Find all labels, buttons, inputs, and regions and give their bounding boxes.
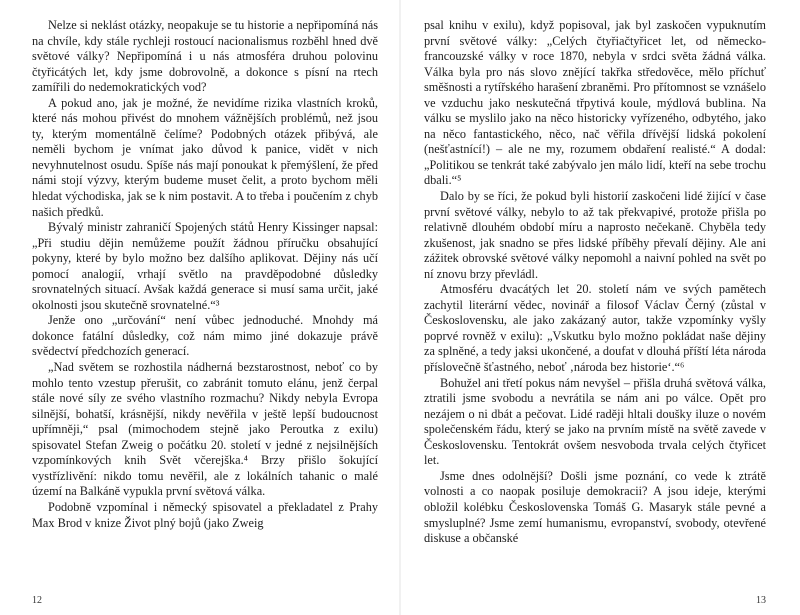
- paragraph: Jsme dnes odolnější? Došli jsme poznání, co vede k ztrátě volnosti a co naopak posiluje demokracii? A jsou ideje, kterými obložil kolébku Československa Tomáš G. Masaryk stále pevné a smysluplné? Jsme zemí humanismu, evropanství, svobody, otevřené diskuse a občanské: [424, 468, 766, 546]
- paragraph: Bývalý ministr zahraničí Spojených států Henry Kissinger napsal: „Při studiu dějin nemůžeme použít žádnou příručku obsahující pokyny, které by bylo možno bez dalšího aplikovat. Dějiny nás učí pomocí analogií, vrhají světlo na pravděpodobné důsledky srovnatelných situací. Avšak každá generace si musí sama určit, jaké okolnosti jsou skutečně srovnatelné.“³: [32, 220, 378, 312]
- page-number-right: 13: [756, 595, 766, 606]
- page-number-left: 12: [32, 595, 42, 606]
- left-page-text: [32, 18, 378, 531]
- paragraph: „Nad světem se rozhostila nádherná bezstarostnost, neboť co by mohlo tento vzestup přerušit, co zabránit tomuto elánu, jenž čerpal stále nové síly ze svého vlastního rozmachu? Nikdy nebyla Evropa silnější, bohatší, krásnější, nikdy nevěřila v ještě lepší budoucnost upřímněji,“ psal (mimochodem stejně jako Peroutka z exilu) spisovatel Stefan Zweig o počátku 20. století v jedné z nejsilnějších vzpomínkových knih Svět včerejška.⁴ Brzy přišlo šokující vystřízlivění: nikdo tomu nevěřil, ale z lokálních tahanic o malé území na Balkáně vypukla první světová válka.: [32, 360, 378, 499]
- paragraph: Jenže ono „určování“ není vůbec jednoduché. Mnohdy má dokonce fatální důsledky, což nám mimo jiné dokazuje právě svědectví předchozích generací.: [32, 313, 378, 359]
- paragraph: A pokud ano, jak je možné, že nevidíme rizika vlastních kroků, které nás mohou přivést do mnohem vážnějších problémů, než jsou ty, kterým momentálně čelíme? Podobných otázek přibývá, ale neměli bychom je vnímat jako důvod k panice, vidět v nich nevyhnutelnost osudu. Spíše nás mají ponoukat k přemýšlení, že před námi stojí výzvy, kterým budeme muset čelit, a proto bychom měli hledat východiska, jak se k nim postavit. A to třeba i poučením z chyb našich předků.: [32, 95, 378, 219]
- paragraph: Atmosféru dvacátých let 20. století nám ve svých pamětech zachytil literární vědec, novinář a filosof Václav Černý (zůstal v Československu, ale jako zakázaný autor, takže vzpomínky vyšly poprvé rovněž v exilu): „Vskutku bylo možno pokládat naše dějiny za splněné, a tedy jaksi ukončené, a doufat v dlouhá příští léta národa příslovečně šťastného, neboť ‚národa bez historie‘.“⁶: [424, 282, 766, 375]
- paragraph: Nelze si neklást otázky, neopakuje se tu historie a nepřipomíná nás na chvíle, kdy stále rychleji rostoucí nacionalismus rozběhl hned dvě světové války? Nepřipomíná i u nás atmosféra druhou polovinu čtyřicátých let, kdy jsme dobrovolně, a dokonce s písní na rtech zamířili do nedemokratických vod?: [32, 18, 378, 95]
- right-page-text: [424, 18, 766, 547]
- right-page: [400, 0, 800, 615]
- paragraph: Bohužel ani třetí pokus nám nevyšel – přišla druhá světová válka, ztratili jsme svobodu a nevrátila se nám ani po válce. Opět pro nezájem o ni dbát a pečovat. Lidé raději hltali doušky iluze o novém společenském řádu, který se jako na prvním místě na světě zavede v Československu. Tentokrát ovšem nesvoboda trvala celých čtyřicet let.: [424, 375, 766, 468]
- paragraph: Podobně vzpomínal i německý spisovatel a překladatel z Prahy Max Brod v knize Život plný bojů (jako Zweig: [32, 499, 378, 530]
- paragraph: Dalo by se říci, že pokud byli historií zaskočeni lidé žijící v čase první světové války, nebylo to až tak překvapivé, protože přišla po relativně dlouhém období míru a naprosto nečekaně. Chyběla tedy zkušenost, jak snadno se přes lidské příběhy převalí dějiny. Ale ani zážitek obrovské světové války nepomohl a naivní pohled na svět po ní znovu brzy převládl.: [424, 189, 766, 281]
- paragraph: psal knihu v exilu), když popisoval, jak byl zaskočen vypuknutím první světové války: „Celých čtyřiačtyřicet let, od německo-francouzské války v roce 1870, nebyla v srdci světa žádná válka. Válka byla pro nás slovo znějící takřka středověce, mělo příchuť směšnosti a rytířského harašení zbraněmi. Pro přítomnost se vznášelo ve vzduchu jako neskutečná třpytivá koule, mýdlová bublina. Na válku se myslilo jako na něco historicky vyřízeného, odbytého, jako na něco fantastického, něco, nač věřila dřívější lidská pokolení (nešťastnící!) – ale ne my, rozumem obdaření realisté.“ A dodal: „Politikou se tenkrát také zabývalo jen málo lidí, kteří na sebe trochu dbali.“⁵: [424, 18, 766, 188]
